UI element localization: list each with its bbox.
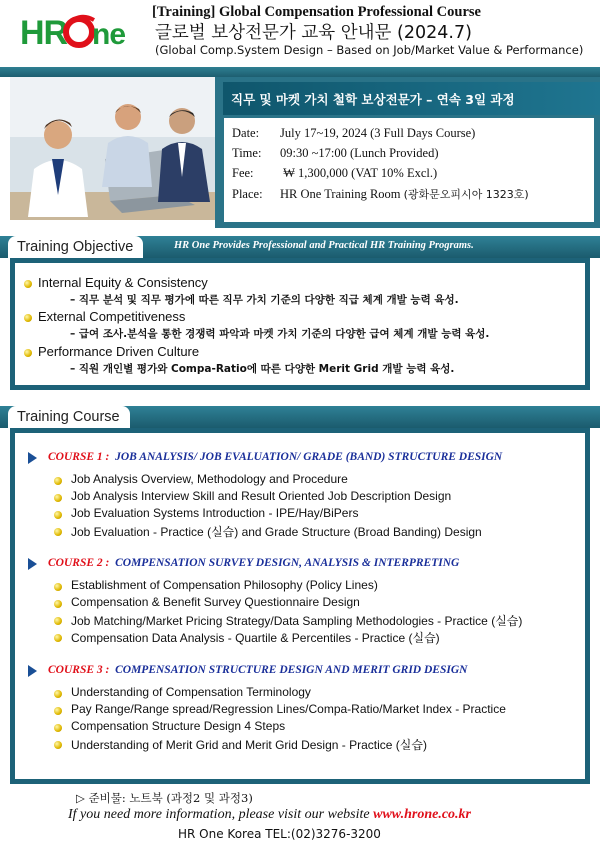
info-date: [232, 126, 475, 141]
course-item: Establishment of Compensation Philosophy (Policy Lines): [71, 578, 378, 592]
header-subtitle: (Global Comp.System Design – Based on Job/Market Value & Performance): [155, 43, 584, 57]
course-item: Pay Range/Range spread/Regression Lines/Compa-Ratio/Market Index - Practice: [71, 702, 506, 716]
bullet-icon: [54, 477, 62, 485]
info-value: ₩ 1,300,000 (VAT 10% Excl.): [280, 166, 438, 180]
top-band: [0, 67, 600, 77]
course-1-title: [48, 451, 502, 463]
materials-note: ▷ 준비물: 노트북 (과정2 및 과정3): [76, 791, 253, 805]
course-name: JOB ANALYSIS/ JOB EVALUATION/ GRADE (BAND) STRUCTURE DESIGN: [115, 451, 503, 463]
objective-heading: Internal Equity & Consistency: [38, 275, 208, 290]
info-label: Time:: [232, 146, 262, 160]
course-tab: Training Course: [8, 406, 130, 428]
objective-tab: Training Objective: [8, 236, 143, 258]
objective-tagline: HR One Provides Professional and Practical HR Training Programs.: [174, 240, 474, 251]
course-item: Compensation Data Analysis - Quartile & Percentiles - Practice (실습): [71, 631, 440, 645]
bullet-icon: [54, 634, 62, 642]
bullet-icon: [54, 617, 62, 625]
info-label: Place:: [232, 187, 263, 201]
course-item: Job Evaluation Systems Introduction - IPE/Hay/BiPers: [71, 506, 359, 520]
course-item: Understanding of Merit Grid and Merit Grid Design - Practice (실습): [71, 738, 427, 752]
hrone-logo: [20, 10, 132, 52]
course-item: Job Analysis Overview, Methodology and Procedure: [71, 472, 348, 486]
objective-heading: External Competitiveness: [38, 309, 186, 324]
info-value: HR One Training Room: [280, 187, 404, 201]
course-item: Compensation Structure Design 4 Steps: [71, 719, 286, 733]
bullet-icon: [54, 741, 62, 749]
arrow-right-icon: [28, 452, 37, 464]
bullet-icon: [54, 494, 62, 502]
info-label: Date:: [232, 126, 260, 140]
course-number: COURSE 3 :: [48, 664, 110, 676]
info-value: 09:30 ~17:00 (Lunch Provided): [280, 146, 439, 160]
training-photo: [10, 77, 215, 220]
bullet-icon: [54, 724, 62, 732]
header-korean-title: 글로벌 보상전문가 교육 안내문 (2024.7): [155, 23, 472, 43]
objective-description: – 급여 조사.분석을 통한 경쟁력 파악과 마켓 가치 기준의 다양한 급여 체계 개발 능력 육성.: [70, 328, 490, 340]
course-name: COMPENSATION SURVEY DESIGN, ANALYSIS & INTERPRETING: [115, 557, 460, 569]
course-item: Job Analysis Interview Skill and Result Oriented Job Description Design: [71, 489, 452, 503]
header-course-title: [Training] Global Compensation Professional Course: [152, 4, 481, 20]
course-number: COURSE 1 :: [48, 451, 110, 463]
objective-description: – 직무 분석 및 직무 평가에 따른 직무 가치 기준의 다양한 직급 체계 개발 능력 육성.: [70, 294, 459, 306]
info-place: [232, 186, 529, 202]
more-info-line: [68, 807, 471, 823]
bullet-icon: [54, 511, 62, 519]
course-3-title: [48, 664, 467, 676]
bullet-icon: [24, 280, 32, 288]
info-fee: [232, 166, 437, 181]
objective-description: – 직원 개인별 평가와 Compa-Ratio에 따른 다양한 Merit Grid 개발 능력 육성.: [70, 363, 455, 375]
svg-text:ne: ne: [92, 18, 126, 51]
course-number: COURSE 2 :: [48, 557, 110, 569]
svg-text:HR: HR: [20, 14, 68, 52]
bullet-icon: [54, 600, 62, 608]
info-label: Fee:: [232, 166, 254, 180]
course-item: Compensation & Benefit Survey Questionnaire Design: [71, 595, 360, 609]
arrow-right-icon: [28, 558, 37, 570]
banner-title: 직무 및 마켓 가치 철학 보상전문가 – 연속 3일 과정: [231, 92, 515, 107]
info-value-extra: (광화문오피시아 1323호): [403, 188, 529, 201]
course-name: COMPENSATION STRUCTURE DESIGN AND MERIT GRID DESIGN: [115, 664, 468, 676]
info-value: July 17~19, 2024 (3 Full Days Course): [280, 126, 476, 140]
bullet-icon: [24, 349, 32, 357]
more-info-text: If you need more information, please visit our website: [68, 807, 374, 822]
bullet-icon: [24, 314, 32, 322]
course-item: Job Evaluation - Practice (실습) and Grade Structure (Broad Banding) Design: [71, 525, 482, 539]
bullet-icon: [54, 707, 62, 715]
contact-phone: HR One Korea TEL:(02)3276-3200: [178, 827, 381, 841]
course-item: Job Matching/Market Pricing Strategy/Data Sampling Methodologies - Practice (실습): [71, 614, 523, 628]
arrow-right-icon: [28, 665, 37, 677]
website-link[interactable]: www.hrone.co.kr: [373, 807, 471, 822]
info-time: [232, 146, 438, 161]
bullet-icon: [54, 583, 62, 591]
bullet-icon: [54, 528, 62, 536]
course-2-title: [48, 557, 459, 569]
objective-heading: Performance Driven Culture: [38, 344, 200, 359]
bullet-icon: [54, 690, 62, 698]
course-item: Understanding of Compensation Terminology: [71, 685, 311, 699]
